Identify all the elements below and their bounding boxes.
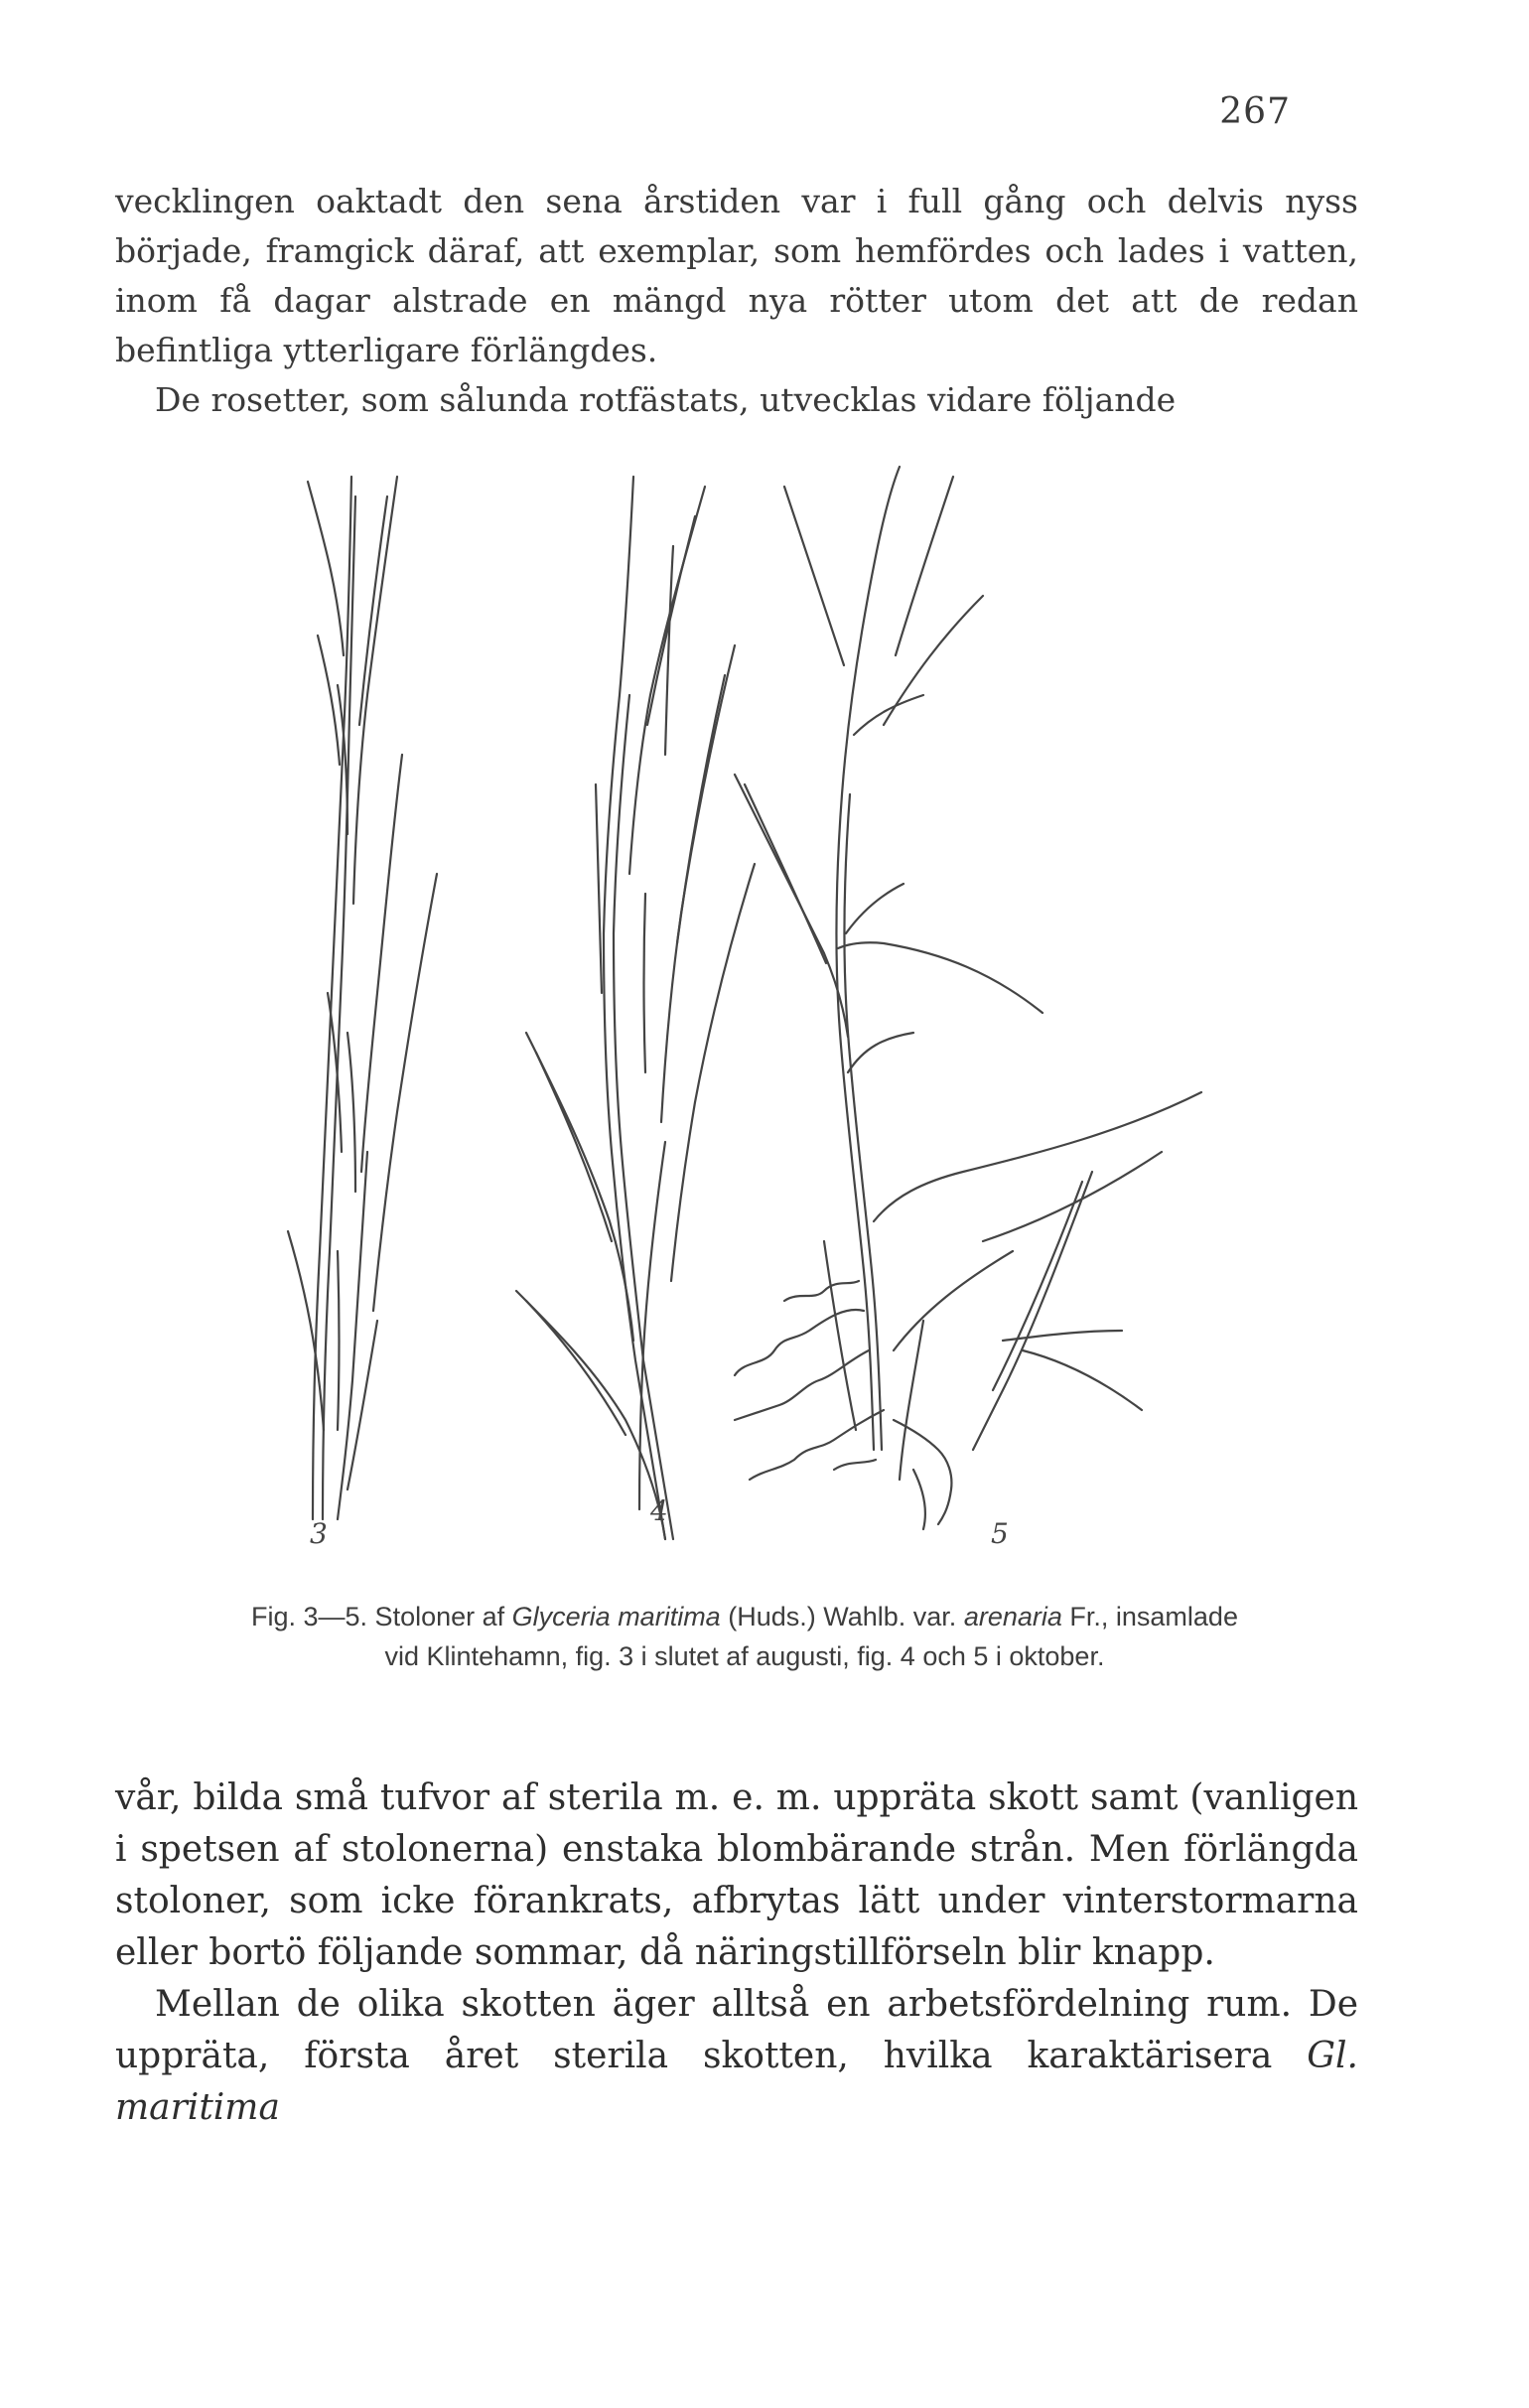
figure-4-drawing <box>516 477 755 1539</box>
top-text-block <box>115 177 1358 425</box>
caption-genus: Glyceria maritima <box>511 1602 721 1631</box>
caption-variety: arenaria <box>963 1602 1062 1631</box>
figure-3-drawing <box>288 477 437 1519</box>
figure-5-drawing <box>735 467 1201 1529</box>
bottom-text-block <box>115 1772 1358 2134</box>
paragraph-rosettes: De rosetter, som sålunda rotfästats, utvecklas vidare följande <box>155 380 1177 419</box>
figure-label-5: 5 <box>991 1517 1009 1550</box>
paragraph-continuation: vecklingen oaktadt den sena årstiden var i full gång och delvis nyss började, framgick däraf, att exemplar, som hemfördes och lades i vatten, inom få dagar alstrade en mängd nya rötter utom det att de redan befintliga ytterligare förlängdes. <box>115 182 1358 369</box>
paragraph-spring-tufts: vår, bilda små tufvor af sterila m. e. m. uppräta skott samt (vanligen i spetsen af stolonerna) enstaka blombärande strån. Men förlängda stoloner, som icke förankrats, afbrytas lätt under vinterstormarna eller bortö följande sommar, då näringstillförseln blir knapp. <box>115 1777 1358 1973</box>
figure-stolons <box>228 437 1221 1569</box>
caption-tail: Fr., insamlade vid Klintehamn, fig. 3 i slutet af augusti, fig. 4 och 5 i oktober. <box>384 1602 1238 1671</box>
page-number: 267 <box>1219 91 1291 132</box>
species-name: Gl. maritima <box>115 2036 1358 2128</box>
caption-lead: Fig. 3—5. Stoloner af <box>251 1602 505 1631</box>
figure-label-3: 3 <box>310 1517 328 1550</box>
paragraph-division-of-labour <box>115 1979 1358 2134</box>
figure-label-4: 4 <box>650 1494 668 1527</box>
caption-authority: (Huds.) Wahlb. var. <box>728 1602 957 1631</box>
paragraph-division-text: Mellan de olika skotten äger alltså en arbetsfördelning rum. De uppräta, första året sterila skotten, hvilka karaktärisera <box>115 1984 1358 2076</box>
figure-caption <box>238 1597 1251 1676</box>
